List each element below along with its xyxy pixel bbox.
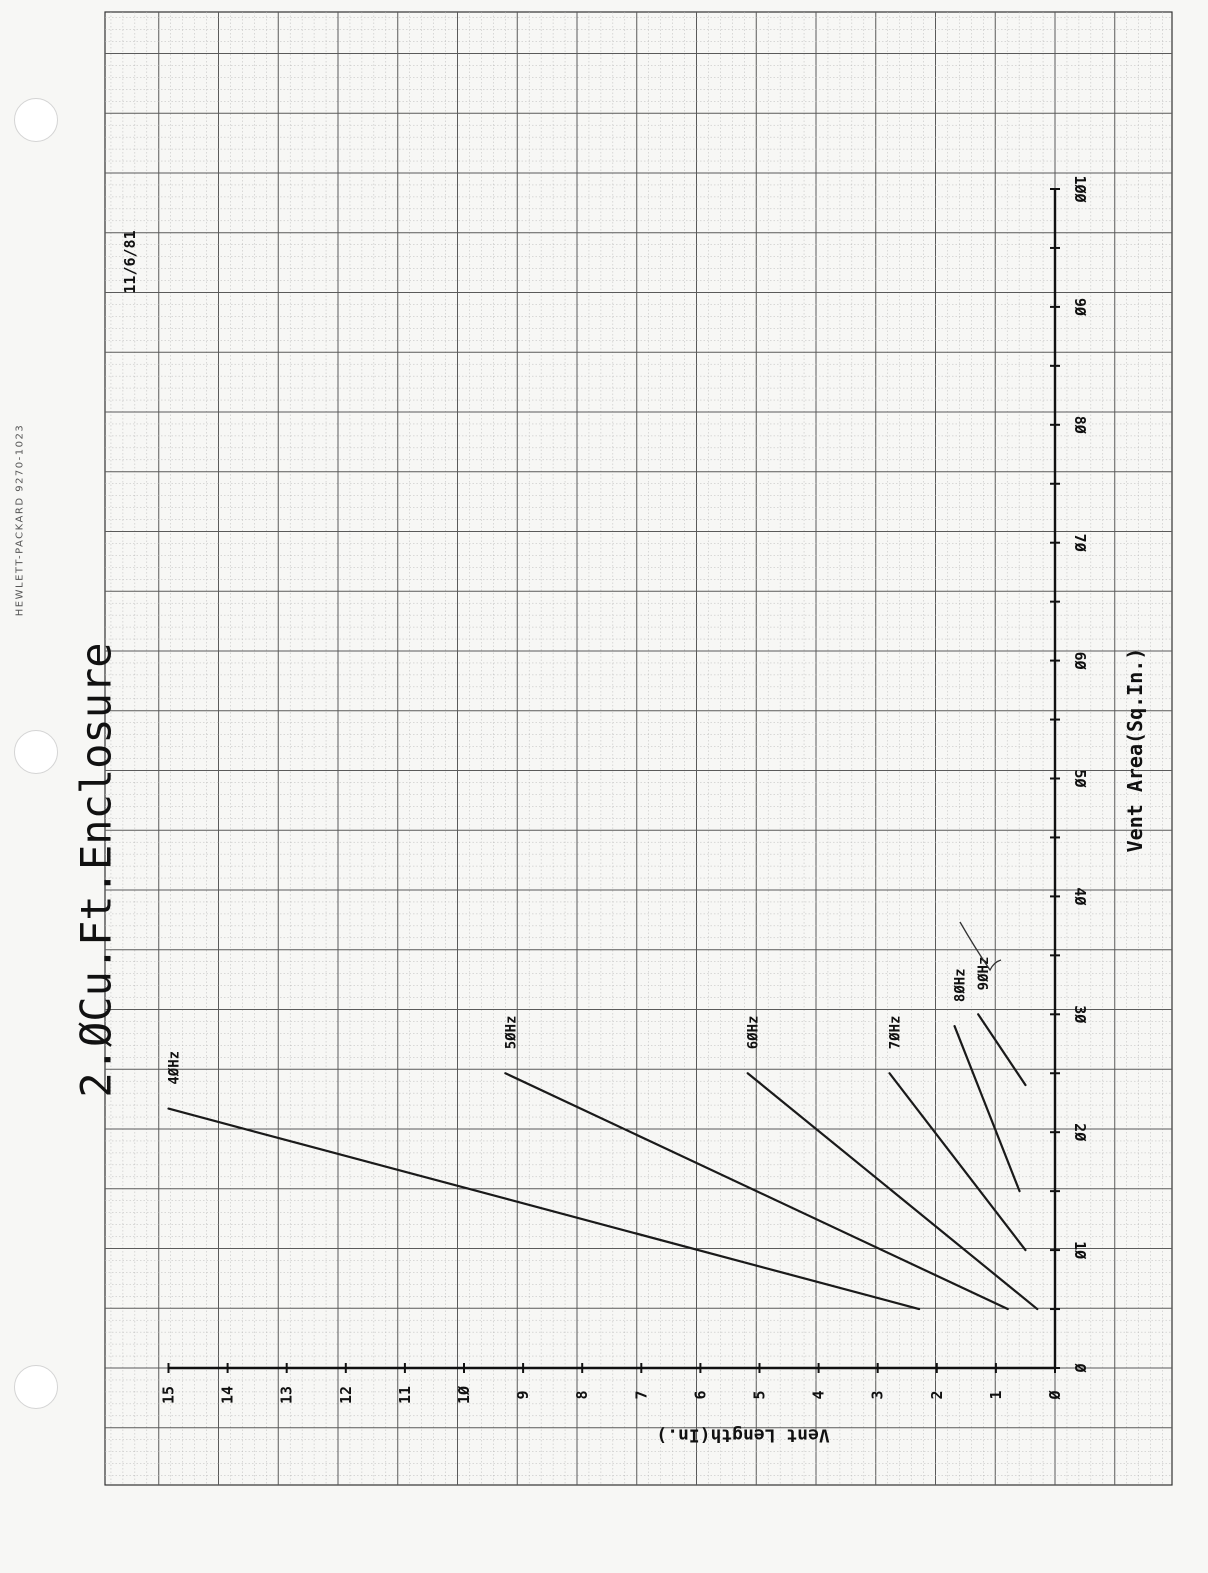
vent-area-tick-label: 9Ø bbox=[1071, 297, 1089, 316]
vent-area-tick-label: 1ØØ bbox=[1071, 175, 1089, 203]
vent-length-tick-label: 3 bbox=[868, 1390, 887, 1400]
vent-area-tick-label: 2Ø bbox=[1071, 1123, 1089, 1142]
vent-length-tick-label: 7 bbox=[632, 1390, 651, 1400]
vent-length-tick-label: 9 bbox=[514, 1390, 533, 1400]
vent-area-tick-label: Ø bbox=[1071, 1363, 1089, 1373]
vent-area-tick-label: 5Ø bbox=[1071, 769, 1089, 788]
vent-area-tick-label: 6Ø bbox=[1071, 651, 1089, 670]
grid bbox=[105, 12, 1172, 1485]
vent-area-tick-label: 7Ø bbox=[1071, 533, 1089, 552]
vent-area-tick-label: 4Ø bbox=[1071, 887, 1089, 906]
series-label: 6ØHz bbox=[745, 1015, 762, 1050]
vent-length-tick-label: 1 bbox=[986, 1390, 1005, 1400]
vent-length-tick-label: 12 bbox=[336, 1385, 355, 1405]
vent-length-tick-label: 6 bbox=[691, 1390, 710, 1400]
vent-area-tick-label: 3Ø bbox=[1071, 1005, 1089, 1024]
vent-length-tick-label: 15 bbox=[159, 1385, 178, 1405]
vent-length-tick-label: 5 bbox=[750, 1390, 769, 1400]
series-label: 5ØHz bbox=[503, 1015, 520, 1050]
series-label: 8ØHz bbox=[952, 968, 969, 1003]
vent-length-tick-label: 13 bbox=[277, 1385, 296, 1405]
chart-title: 2.ØCu.Ft.Enclosure bbox=[71, 642, 121, 1098]
chart-date: 11/6/81 bbox=[121, 230, 139, 294]
vent-length-tick-label: 4 bbox=[809, 1390, 828, 1400]
vent-length-tick-label: 1Ø bbox=[455, 1385, 473, 1405]
vent-area-tick-label: 1Ø bbox=[1071, 1241, 1089, 1260]
vent-length-tick-label: 2 bbox=[927, 1390, 946, 1400]
vent-length-tick-label: 11 bbox=[395, 1385, 414, 1405]
vent-length-axis-title: Vent Length(In.) bbox=[656, 1424, 830, 1446]
paper-brand-label: HEWLETT-PACKARD 9270-1023 bbox=[14, 423, 26, 617]
vent-length-tick-label: Ø bbox=[1046, 1390, 1064, 1400]
vent-length-tick-label: 8 bbox=[573, 1390, 592, 1400]
vent-area-axis-title: Vent Area(Sq.In.) bbox=[1123, 647, 1147, 853]
vent-length-tick-label: 14 bbox=[218, 1385, 237, 1405]
series-label: 9ØHz bbox=[976, 956, 993, 991]
vent-area-tick-label: 8Ø bbox=[1071, 415, 1089, 434]
series-label: 7ØHz bbox=[887, 1015, 904, 1050]
series-label: 4ØHz bbox=[166, 1050, 183, 1085]
